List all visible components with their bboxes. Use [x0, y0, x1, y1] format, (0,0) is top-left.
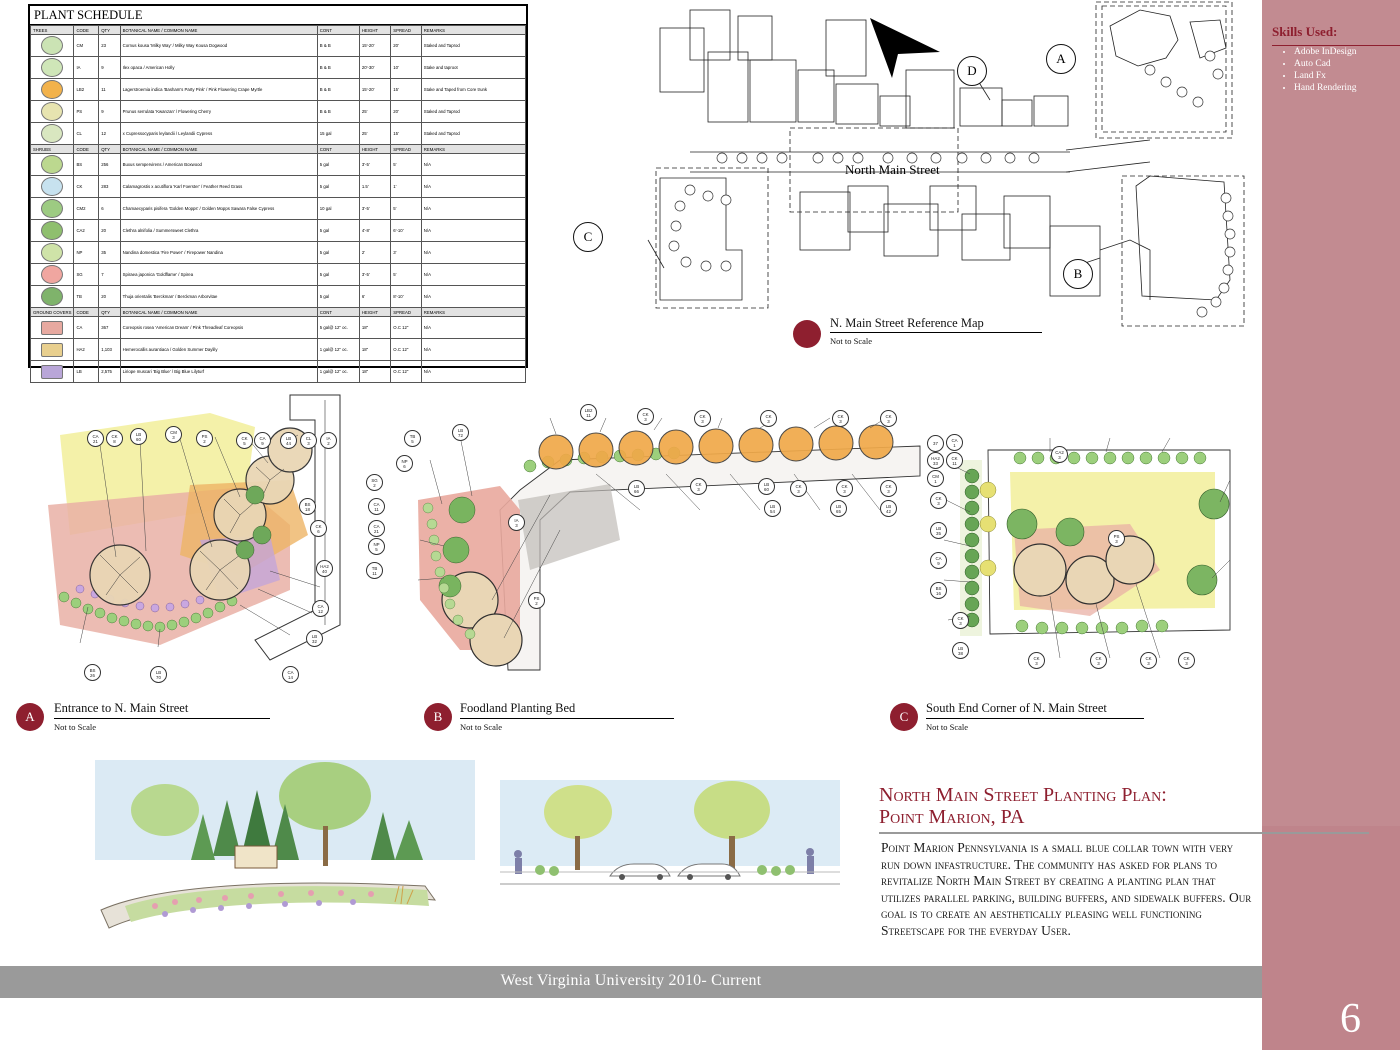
cell-name: Spiraea japonica 'Goldflame' / Spirea — [120, 264, 317, 286]
plan-tag: CK 3 — [1028, 652, 1045, 669]
sketch-2-svg — [500, 780, 840, 910]
plant-swatch — [41, 287, 63, 306]
plan-tag: CK 3 — [637, 408, 654, 425]
map-area-label-a: A — [1046, 44, 1076, 74]
skills-block — [1272, 24, 1392, 94]
cell-name: Hemerocallis aurantiaca / Golden Summer Daylily — [120, 339, 317, 361]
plant-swatch-cell — [31, 220, 74, 242]
cell-cont: B & B — [317, 35, 359, 57]
cell-code: CA — [74, 317, 99, 339]
cell-remarks: N/A — [421, 339, 525, 361]
header-cell: BOTANICAL NAME / COMMON NAME — [120, 26, 317, 35]
header-cell: CONT — [317, 145, 359, 154]
reference-map-marker — [793, 320, 821, 348]
reference-map-caption-rule — [830, 332, 1042, 333]
plant-swatch-cell — [31, 286, 74, 308]
cell-spread: O.C 12" — [391, 317, 422, 339]
header-cell: SHRUBS — [31, 145, 74, 154]
plan-tag: NP 6 — [396, 455, 413, 472]
cell-code: CL — [74, 123, 99, 145]
plan-tag: CA 12 — [312, 600, 329, 617]
plan-tag: HA2 40 — [316, 560, 333, 577]
plant-swatch — [41, 221, 63, 240]
cell-name: Chamaecyparis pisifera 'Golden Mopps' / Golden Mopps Sawara False Cypress — [120, 198, 317, 220]
cell-remarks: Stake and taproot — [421, 57, 525, 79]
table-row — [31, 101, 526, 123]
table-row — [31, 198, 526, 220]
cell-spread: 3' — [391, 242, 422, 264]
plan-b-svg — [400, 400, 940, 690]
cell-cont: 15 gal — [317, 123, 359, 145]
callout-rule-a — [54, 718, 270, 719]
cell-spread: 15' — [391, 79, 422, 101]
table-row — [31, 339, 526, 361]
cell-name: Prunus serrulata 'Kwanzan' / Flowering Cherry — [120, 101, 317, 123]
cell-code: PS — [74, 101, 99, 123]
cell-name: Cornus kousa 'Milky Way' / Milky Way Kousa Dogwood — [120, 35, 317, 57]
plant-swatch — [41, 58, 63, 77]
plan-tag: CK 3 — [690, 478, 707, 495]
table-row — [31, 57, 526, 79]
cell-spread: 20' — [391, 35, 422, 57]
table-header-row — [31, 145, 526, 154]
cell-code: LB — [74, 361, 99, 383]
header-cell: HEIGHT — [359, 308, 390, 317]
header-cell: QTY — [99, 145, 120, 154]
cell-remarks: Staked and Taprod — [421, 101, 525, 123]
plan-tag: CK 3 — [880, 480, 897, 497]
map-area-label-c: C — [573, 222, 603, 252]
map-area-label-d: D — [957, 56, 987, 86]
plan-tag: PS 3 — [1108, 530, 1125, 547]
table-row — [31, 317, 526, 339]
header-cell: BOTANICAL NAME / COMMON NAME — [120, 308, 317, 317]
cell-qty: 7 — [99, 264, 120, 286]
header-cell: REMARKS — [421, 26, 525, 35]
plan-tag: HA2 33 — [927, 452, 944, 469]
table-row — [31, 123, 526, 145]
project-title-rule — [879, 832, 1369, 834]
plan-tag: CA 1 — [946, 434, 963, 451]
table-row — [31, 286, 526, 308]
plan-tag: CA 9 — [254, 432, 271, 449]
plan-tag: LB 32 — [306, 630, 323, 647]
callout-sub-a: Not to Scale — [54, 722, 97, 732]
plan-tag: CA 21 — [87, 430, 104, 447]
plan-tag: CK 11 — [946, 452, 963, 469]
table-header-row — [31, 26, 526, 35]
plant-swatch-cell — [31, 154, 74, 176]
callout-marker-b: B — [424, 703, 452, 731]
plan-tag: PS 2 — [528, 592, 545, 609]
cell-height: 18" — [359, 317, 390, 339]
plan-tag: LB 70 — [150, 666, 167, 683]
reference-map-drawing — [630, 0, 1260, 360]
cell-name: Lagerstroemia indica 'Basham's Party Pink' / Pink Flowering Crape Myrtle — [120, 79, 317, 101]
plant-swatch — [41, 321, 63, 335]
header-cell: HEIGHT — [359, 26, 390, 35]
plan-tag: CK 3 — [760, 410, 777, 427]
plant-swatch — [41, 177, 63, 196]
plan-tag: CA 9 — [930, 552, 947, 569]
callout-rule-b — [460, 718, 674, 719]
cell-remarks: N/A — [421, 286, 525, 308]
cell-name: Ilex opaca / American Holly — [120, 57, 317, 79]
cell-spread: 8'-10' — [391, 286, 422, 308]
right-accent-band-lower — [1262, 826, 1400, 1050]
cell-qty: 35 — [99, 242, 120, 264]
plant-schedule-title: PLANT SCHEDULE — [30, 6, 526, 25]
header-cell: GROUND COVERS — [31, 308, 74, 317]
cell-name: Buxus sempervirens / American Boxwood — [120, 154, 317, 176]
cell-remarks: N/A — [421, 361, 525, 383]
sketch-1-svg — [95, 760, 475, 955]
plan-tag: CK 3 — [1178, 652, 1195, 669]
header-cell: SPREAD — [391, 308, 422, 317]
cell-cont: 10 gal — [317, 198, 359, 220]
cell-remarks: Staked and Taprod — [421, 123, 525, 145]
cell-spread: 10' — [391, 57, 422, 79]
plan-tag: NP 5 — [368, 538, 385, 555]
cell-remarks: N/A — [421, 242, 525, 264]
cell-cont: 5 gal — [317, 154, 359, 176]
cell-remarks: N/A — [421, 264, 525, 286]
table-row — [31, 35, 526, 57]
plan-tag: CK 6 — [310, 520, 327, 537]
plan-tag: LB 44 — [280, 432, 297, 449]
cell-code: CM — [74, 35, 99, 57]
project-title — [879, 784, 1264, 828]
table-header-row — [31, 308, 526, 317]
cell-spread: 1' — [391, 176, 422, 198]
plant-swatch-cell — [31, 198, 74, 220]
cell-qty: 23 — [99, 35, 120, 57]
cell-remarks: N/A — [421, 317, 525, 339]
plan-tag: CM 1 — [927, 470, 944, 487]
cell-cont: 5 gal — [317, 176, 359, 198]
plan-tag: TB 11 — [366, 562, 383, 579]
plan-tag: CK 3 — [836, 480, 853, 497]
callout-sub-b: Not to Scale — [460, 722, 503, 732]
cell-height: 4'-8' — [359, 220, 390, 242]
plant-swatch — [41, 265, 63, 284]
plant-swatch — [41, 199, 63, 218]
cell-cont: B & B — [317, 101, 359, 123]
header-cell: SPREAD — [391, 145, 422, 154]
plan-tag: LB 65 — [830, 500, 847, 517]
table-row — [31, 242, 526, 264]
skill-item: • Land Fx — [1294, 70, 1392, 82]
cell-qty: 1,103 — [99, 339, 120, 361]
cell-qty: 2,575 — [99, 361, 120, 383]
plan-a-svg — [40, 375, 390, 685]
cell-code: SG — [74, 264, 99, 286]
plan-tag: BS 26 — [84, 664, 101, 681]
cell-spread: 5' — [391, 264, 422, 286]
cell-height: 25' — [359, 123, 390, 145]
reference-map-street-label: North Main Street — [845, 162, 940, 177]
plant-schedule-grid — [30, 25, 526, 383]
plan-tag: CK 3 — [1140, 652, 1157, 669]
cell-code: TB — [74, 286, 99, 308]
project-description: Point Marion Pennsylvania is a small blue collar town with very run down infastructure. The community has asked for plans to revitalize North Main Street by creating a planting plan that utilizes parallel parking, building buffers, and sidewalk buffers. Our goal is to create an aesthetically pleasing well functioning Streetscape for the everyday User. — [881, 840, 1252, 938]
plant-swatch-cell — [31, 57, 74, 79]
cell-height: 15'-20' — [359, 35, 390, 57]
plan-tag: CK 3 — [1090, 652, 1107, 669]
plan-drawing-a — [40, 375, 390, 685]
table-row — [31, 220, 526, 242]
plan-tag: PS 2 — [196, 430, 213, 447]
table-row — [31, 79, 526, 101]
plan-tag: CK 3 — [880, 410, 897, 427]
cell-code: NP — [74, 242, 99, 264]
cell-qty: 367 — [99, 317, 120, 339]
plant-swatch — [41, 102, 63, 121]
plan-tag: IA 2 — [320, 432, 337, 449]
cell-height: 18" — [359, 361, 390, 383]
cell-cont: 5 gal — [317, 242, 359, 264]
plan-tag: CM 3 — [165, 426, 182, 443]
page-number: 6 — [1340, 996, 1361, 1042]
plan-tag: CK 3 — [694, 410, 711, 427]
cell-qty: 283 — [99, 176, 120, 198]
plan-tag: LB 60 — [130, 428, 147, 445]
cell-qty: 20 — [99, 220, 120, 242]
plan-tag: CL 3 — [300, 432, 317, 449]
table-row — [31, 176, 526, 198]
table-row — [31, 264, 526, 286]
cell-code: HA2 — [74, 339, 99, 361]
plant-swatch-cell — [31, 79, 74, 101]
cell-remarks: Staked and Taprod — [421, 35, 525, 57]
cell-name: Calamagrostis x acutiflora 'Karl Foerster' / Feather Reed Grass — [120, 176, 317, 198]
callout-title-b: Foodland Planting Bed — [460, 701, 576, 715]
cell-name: x Cupressocyparis leylandii / Leylandii Cypress — [120, 123, 317, 145]
map-area-label-b: B — [1063, 259, 1093, 289]
cell-remarks: N/A — [421, 154, 525, 176]
cell-name: Clethra alnifolia / Summersweet Clethra — [120, 220, 317, 242]
cell-spread: 15' — [391, 123, 422, 145]
cell-height: 3'-5' — [359, 154, 390, 176]
cell-spread: 5' — [391, 154, 422, 176]
plan-tag: LB 54 — [764, 500, 781, 517]
plant-swatch-cell — [31, 35, 74, 57]
cell-cont: 5 gal@ 12" oc. — [317, 317, 359, 339]
plan-tag: CK 3 — [930, 492, 947, 509]
plan-tag: CA 11 — [368, 498, 385, 515]
header-cell: REMARKS — [421, 308, 525, 317]
plant-swatch-cell — [31, 123, 74, 145]
cell-cont: 5 gal — [317, 286, 359, 308]
header-cell: CONT — [317, 308, 359, 317]
header-cell: QTY — [99, 308, 120, 317]
plan-tag: LB 42 — [880, 500, 897, 517]
plant-swatch-cell — [31, 242, 74, 264]
cell-name: Coreopsis rosea 'American Dream' / Pink Threadleaf Coreopsis — [120, 317, 317, 339]
cell-height: 20'-30' — [359, 57, 390, 79]
cell-remarks: N/A — [421, 176, 525, 198]
plan-tag: CA 14 — [282, 666, 299, 683]
cell-code: LB2 — [74, 79, 99, 101]
plant-swatch — [41, 343, 63, 357]
cell-qty: 20 — [99, 286, 120, 308]
plan-tag: TB 5 — [404, 430, 421, 447]
perspective-sketch-streetscape — [500, 780, 840, 910]
plan-tag: LB 35 — [930, 522, 947, 539]
cell-remarks: Stake and Taped from Core trunk — [421, 79, 525, 101]
cell-name: Thuja orientalis 'Berckman' / Berckman Arborvitae — [120, 286, 317, 308]
plant-swatch — [41, 124, 63, 143]
cell-height: 6' — [359, 286, 390, 308]
cell-code: BS — [74, 154, 99, 176]
cell-spread: 6'-10' — [391, 220, 422, 242]
header-cell: CODE — [74, 26, 99, 35]
cell-spread: O.C 12" — [391, 339, 422, 361]
footer-text: West Virginia University 2010- Current — [500, 972, 762, 989]
header-cell: TREES — [31, 26, 74, 35]
plant-swatch-cell — [31, 317, 74, 339]
cell-cont: 1 gal@ 12" oc. — [317, 339, 359, 361]
plant-schedule-table — [28, 4, 528, 374]
callout-marker-a: A — [16, 703, 44, 731]
skills-title: Skills Used: — [1272, 24, 1338, 39]
plan-tag: CA 21 — [368, 520, 385, 537]
reference-map-caption-title: N. Main Street Reference Map — [830, 316, 984, 330]
cell-cont: 1 gal@ 12" oc. — [317, 361, 359, 383]
cell-height: 2' — [359, 242, 390, 264]
cell-cont: 5 gal — [317, 220, 359, 242]
plant-swatch-cell — [31, 339, 74, 361]
cell-code: CM2 — [74, 198, 99, 220]
skills-list — [1272, 46, 1392, 94]
plan-tag: BS 18 — [299, 498, 316, 515]
callout-sub-c: Not to Scale — [926, 722, 969, 732]
skill-item: • Auto Cad — [1294, 58, 1392, 70]
cell-remarks: N/A — [421, 220, 525, 242]
plan-tag: LB 72 — [452, 424, 469, 441]
header-cell: BOTANICAL NAME / COMMON NAME — [120, 145, 317, 154]
cell-height: 1.5' — [359, 176, 390, 198]
cell-code: IA — [74, 57, 99, 79]
project-title-line2: Point Marion, PA — [879, 806, 1025, 828]
plant-swatch-cell — [31, 101, 74, 123]
project-title-line1: North Main Street Planting Plan: — [879, 784, 1167, 806]
callout-marker-c: C — [890, 703, 918, 731]
plan-tag: SG 2 — [366, 474, 383, 491]
cell-spread: 20' — [391, 101, 422, 123]
plan-drawing-c — [930, 420, 1260, 680]
skills-divider — [1272, 45, 1400, 46]
plant-swatch — [41, 155, 63, 174]
header-cell: REMARKS — [421, 145, 525, 154]
cell-qty: 9 — [99, 57, 120, 79]
plan-tag: LB 38 — [952, 642, 969, 659]
plan-tag: BS 16 — [930, 582, 947, 599]
header-cell: CONT — [317, 26, 359, 35]
cell-qty: 11 — [99, 79, 120, 101]
cell-cont: B & B — [317, 57, 359, 79]
plan-tag: CK 3 — [790, 480, 807, 497]
cell-name: Nandina domestica 'Fire Power' / Firepower Nandina — [120, 242, 317, 264]
plan-tag: CK 3 — [832, 410, 849, 427]
cell-spread: 5' — [391, 198, 422, 220]
plan-tag: CK 8 — [106, 430, 123, 447]
plan-tag: CA2 3 — [1051, 446, 1068, 463]
callout-title-a: Entrance to N. Main Street — [54, 701, 189, 715]
cell-height: 25' — [359, 101, 390, 123]
cell-code: CK — [74, 176, 99, 198]
plant-swatch-cell — [31, 264, 74, 286]
cell-name: Liriope muscari 'Big Blue' / Big Blue Lilyturf — [120, 361, 317, 383]
callout-title-c: South End Corner of N. Main Street — [926, 701, 1107, 715]
header-cell: SPREAD — [391, 26, 422, 35]
plant-swatch — [41, 243, 63, 262]
plan-tag: CK 3 — [952, 612, 969, 629]
cell-cont: 5 gal — [317, 264, 359, 286]
cell-qty: 6 — [99, 198, 120, 220]
skill-item: • Adobe InDesign — [1294, 46, 1392, 58]
skill-item: • Hand Rendering — [1294, 82, 1392, 94]
cell-cont: B & B — [317, 79, 359, 101]
plan-drawing-b — [400, 400, 940, 690]
plant-swatch-cell — [31, 176, 74, 198]
header-cell: QTY — [99, 26, 120, 35]
plan-tag: LB2 11 — [580, 404, 597, 421]
plant-swatch — [41, 80, 63, 99]
reference-map-svg — [630, 0, 1260, 360]
plan-c-svg — [930, 420, 1260, 680]
perspective-sketch-entrance — [95, 760, 475, 955]
plan-tag: LB 66 — [628, 480, 645, 497]
plant-swatch — [41, 36, 63, 55]
table-row — [31, 154, 526, 176]
plan-tag: IA 3 — [508, 514, 525, 531]
header-cell: CODE — [74, 145, 99, 154]
cell-qty: 12 — [99, 123, 120, 145]
header-cell: HEIGHT — [359, 145, 390, 154]
cell-qty: 9 — [99, 101, 120, 123]
cell-height: 15'-20' — [359, 79, 390, 101]
plan-tag: 37 — [927, 435, 944, 452]
header-cell: CODE — [74, 308, 99, 317]
cell-remarks: N/A — [421, 198, 525, 220]
cell-code: CA2 — [74, 220, 99, 242]
cell-qty: 256 — [99, 154, 120, 176]
cell-spread: O.C 12" — [391, 361, 422, 383]
cell-height: 18" — [359, 339, 390, 361]
reference-map-caption-sub: Not to Scale — [830, 336, 873, 346]
plan-tag: LB 60 — [758, 478, 775, 495]
plan-tag: CK 5 — [236, 432, 253, 449]
cell-height: 3'-5' — [359, 264, 390, 286]
callout-rule-c — [926, 718, 1144, 719]
cell-height: 3'-5' — [359, 198, 390, 220]
